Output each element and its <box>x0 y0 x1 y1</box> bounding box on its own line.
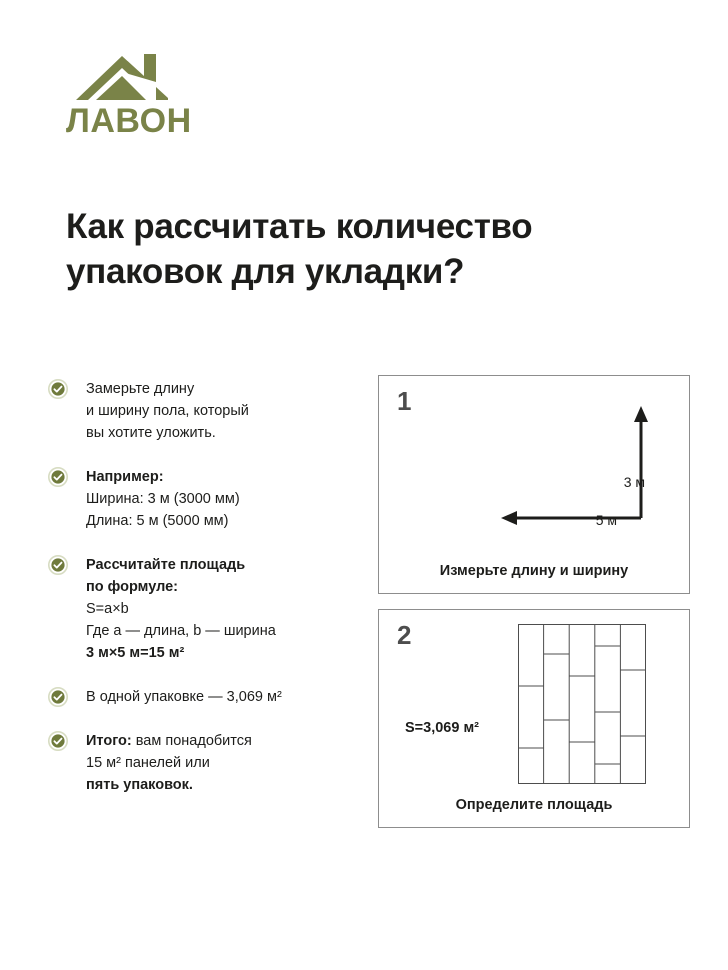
step-line: и ширину пола, который <box>86 403 249 420</box>
measure-arrows-icon <box>379 396 691 536</box>
check-circle-icon <box>48 731 68 751</box>
brand-wordmark: ЛАВОН <box>66 102 192 140</box>
step-packs: пять упаковок. <box>86 777 193 794</box>
step-line: Длина: 5 м (5000 мм) <box>86 513 229 530</box>
step-line-emphasis: Рассчитайте площадь <box>86 557 246 574</box>
brand-logo <box>66 42 196 152</box>
check-circle-icon <box>48 467 68 487</box>
panel-number: 1 <box>397 386 412 416</box>
check-circle-icon <box>48 555 68 575</box>
floor-planks-icon <box>518 624 646 784</box>
total-text: вам понадобится <box>135 733 252 750</box>
list-item <box>48 554 368 664</box>
check-circle-icon <box>48 687 68 707</box>
step-line: Замерьте длину <box>86 381 195 397</box>
step-line: Ширина: 3 м (3000 мм) <box>86 491 240 508</box>
page-title: Как рассчитать количество упаковок для укладки? <box>66 207 533 291</box>
house-roof-icon <box>66 42 196 108</box>
steps-list <box>48 378 368 796</box>
panel-number: 2 <box>397 620 412 650</box>
step-formula: S=a×b <box>86 601 129 618</box>
step-line-total <box>86 730 368 752</box>
panel-step-1 <box>378 375 690 594</box>
step-line-emphasis: Например: <box>86 469 164 486</box>
total-label: Итого: <box>86 733 132 750</box>
step-line: вы хотите уложить. <box>86 425 216 442</box>
list-item <box>48 378 368 444</box>
list-item <box>48 730 368 796</box>
list-item <box>48 466 368 532</box>
step-line: В одной упаковке — 3,069 м² <box>86 689 282 706</box>
horizontal-dimension-label: 5 м <box>595 512 617 528</box>
panel-step-2 <box>378 609 690 828</box>
step-line-emphasis: по формуле: <box>86 579 178 596</box>
area-value-label: S=3,069 м² <box>405 720 480 736</box>
panel-caption: Определите площадь <box>455 797 613 813</box>
list-item <box>48 686 368 708</box>
step-line: Где a — длина, b — ширина <box>86 623 276 640</box>
step-result: 3 м×5 м=15 м² <box>86 645 185 662</box>
step-line: 15 м² панелей или <box>86 755 210 772</box>
check-circle-icon <box>48 379 68 399</box>
panel-caption: Измерьте длину и ширину <box>439 563 629 579</box>
vertical-dimension-label: 3 м <box>623 474 645 490</box>
